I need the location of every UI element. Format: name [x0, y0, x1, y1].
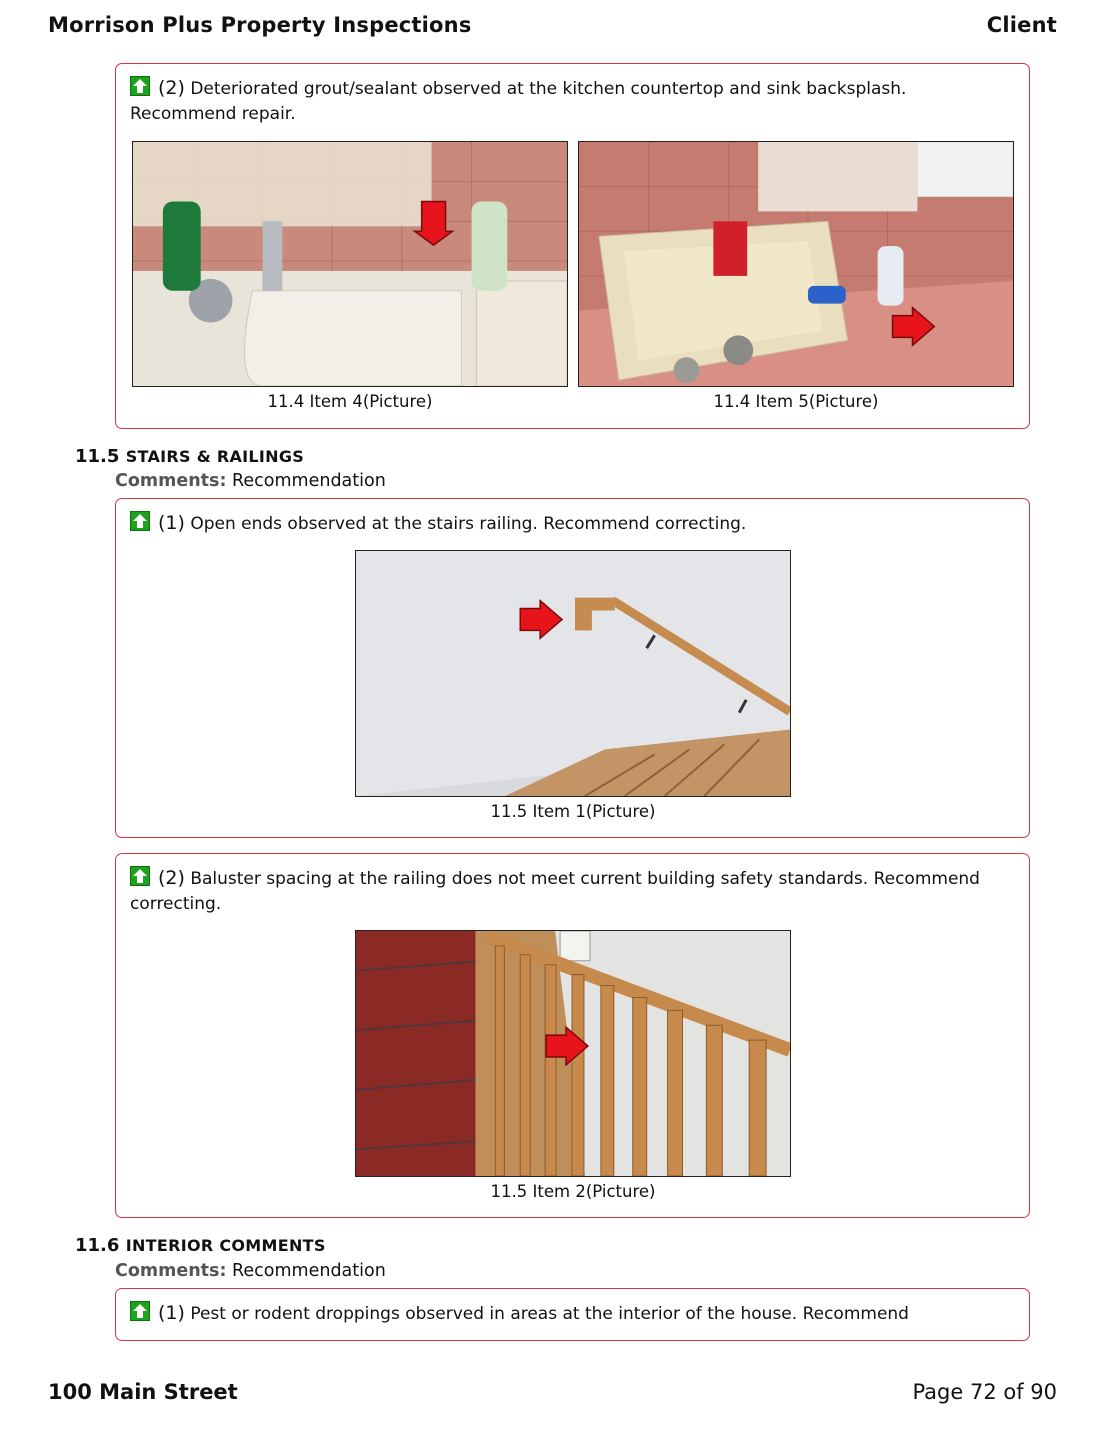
comment-text [130, 1301, 1015, 1327]
comment-number: (2) [158, 867, 185, 889]
comment-body: Pest or rodent droppings observed in areas at the interior of the house. Recommend [190, 1304, 909, 1324]
comment-number: (1) [158, 512, 185, 534]
photo-caption: 11.5 Item 2(Picture) [490, 1182, 656, 1201]
section-title: INTERIOR COMMENTS [125, 1236, 326, 1255]
comment-body: Deteriorated grout/sealant observed at the kitchen countertop and sink backsplash. Recommend repair. [130, 79, 907, 124]
page-footer [48, 1380, 1057, 1404]
section-number: 11.6 [75, 1235, 120, 1256]
comment-card-kitchen [115, 63, 1030, 429]
photo-stairs-baluster-spacing[interactable] [355, 930, 791, 1177]
comment-number: (1) [158, 1302, 185, 1324]
photo-kitchen-sink-left[interactable] [132, 141, 568, 387]
comment-text [130, 511, 1015, 537]
comments-line-stairs [115, 471, 386, 491]
company-name: Morrison Plus Property Inspections [48, 13, 472, 37]
photo-caption: 11.4 Item 5(Picture) [713, 392, 879, 411]
section-heading-interior [75, 1235, 326, 1256]
photo-caption: 11.5 Item 1(Picture) [490, 802, 656, 821]
section-title: STAIRS & RAILINGS [125, 447, 305, 466]
photo-kitchen-sink-right[interactable] [578, 141, 1014, 387]
photo-stairs-railing-open-end[interactable] [355, 550, 791, 797]
comment-text [130, 76, 1015, 127]
comment-body: Open ends observed at the stairs railing. Recommend correcting. [190, 514, 747, 534]
comments-value: Recommendation [232, 1261, 386, 1281]
comments-label: Comments: [115, 471, 227, 491]
comment-card-stairs-2 [115, 853, 1030, 1218]
recommendation-up-arrow-icon [130, 866, 150, 886]
client-label: Client [986, 13, 1057, 37]
comments-label: Comments: [115, 1261, 227, 1281]
comments-line-interior [115, 1261, 386, 1281]
section-heading-stairs [75, 446, 304, 467]
photo-caption: 11.4 Item 4(Picture) [267, 392, 433, 411]
comment-card-stairs-1 [115, 498, 1030, 838]
comment-text [130, 866, 1015, 917]
comment-number: (2) [158, 77, 185, 99]
comment-card-interior-1 [115, 1288, 1030, 1341]
recommendation-up-arrow-icon [130, 511, 150, 531]
page-number: Page 72 of 90 [912, 1380, 1057, 1404]
recommendation-up-arrow-icon [130, 76, 150, 96]
section-number: 11.5 [75, 446, 120, 467]
property-address: 100 Main Street [48, 1380, 238, 1404]
recommendation-up-arrow-icon [130, 1301, 150, 1321]
page-header [48, 13, 1057, 37]
comment-body: Baluster spacing at the railing does not meet current building safety standards. Recommend correcting. [130, 869, 980, 914]
comments-value: Recommendation [232, 471, 386, 491]
